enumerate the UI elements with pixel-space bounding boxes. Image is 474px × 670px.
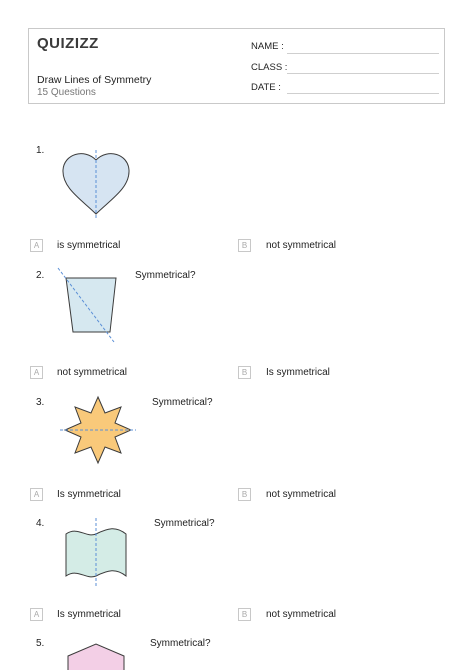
banner-figure bbox=[62, 516, 132, 588]
option-letter-b[interactable]: B bbox=[238, 239, 251, 252]
option-text[interactable]: not symmetrical bbox=[57, 367, 128, 378]
question-prompt: Symmetrical? bbox=[152, 397, 213, 408]
option-letter-b[interactable]: B bbox=[238, 488, 251, 501]
question-prompt: Symmetrical? bbox=[150, 638, 211, 649]
question-prompt: Symmetrical? bbox=[135, 270, 196, 281]
option-text[interactable]: not symmetrical bbox=[266, 489, 337, 500]
heart-figure bbox=[58, 148, 134, 220]
question-count: 15 Questions bbox=[37, 87, 96, 98]
quizizz-logo: QUIZIZZ bbox=[37, 35, 99, 52]
option-letter-a[interactable]: A bbox=[30, 488, 43, 501]
worksheet-header bbox=[28, 28, 445, 104]
option-letter-a[interactable]: A bbox=[30, 239, 43, 252]
date-label: DATE : bbox=[251, 82, 281, 93]
option-text[interactable]: not symmetrical bbox=[266, 240, 337, 251]
question-number: 3. bbox=[36, 397, 45, 408]
option-text[interactable]: not symmetrical bbox=[266, 609, 337, 620]
question-number: 5. bbox=[36, 638, 45, 649]
option-text[interactable]: Is symmetrical bbox=[266, 367, 330, 378]
option-letter-b[interactable]: B bbox=[238, 608, 251, 621]
option-letter-b[interactable]: B bbox=[238, 366, 251, 379]
option-text[interactable]: is symmetrical bbox=[57, 240, 121, 251]
hexagon-figure bbox=[62, 642, 132, 670]
question-prompt: Symmetrical? bbox=[154, 518, 215, 529]
question-number: 4. bbox=[36, 518, 45, 529]
question-number: 1. bbox=[36, 145, 45, 156]
option-letter-a[interactable]: A bbox=[30, 608, 43, 621]
trapezoid-figure bbox=[54, 264, 120, 344]
date-field[interactable] bbox=[287, 93, 439, 94]
class-field[interactable] bbox=[287, 73, 439, 74]
star-figure bbox=[58, 394, 138, 468]
name-field[interactable] bbox=[287, 53, 439, 54]
class-label: CLASS : bbox=[251, 62, 288, 73]
option-text[interactable]: Is symmetrical bbox=[57, 609, 121, 620]
option-text[interactable]: Is symmetrical bbox=[57, 489, 121, 500]
name-label: NAME : bbox=[251, 41, 284, 52]
question-number: 2. bbox=[36, 270, 45, 281]
option-letter-a[interactable]: A bbox=[30, 366, 43, 379]
worksheet-title: Draw Lines of Symmetry bbox=[37, 74, 152, 86]
